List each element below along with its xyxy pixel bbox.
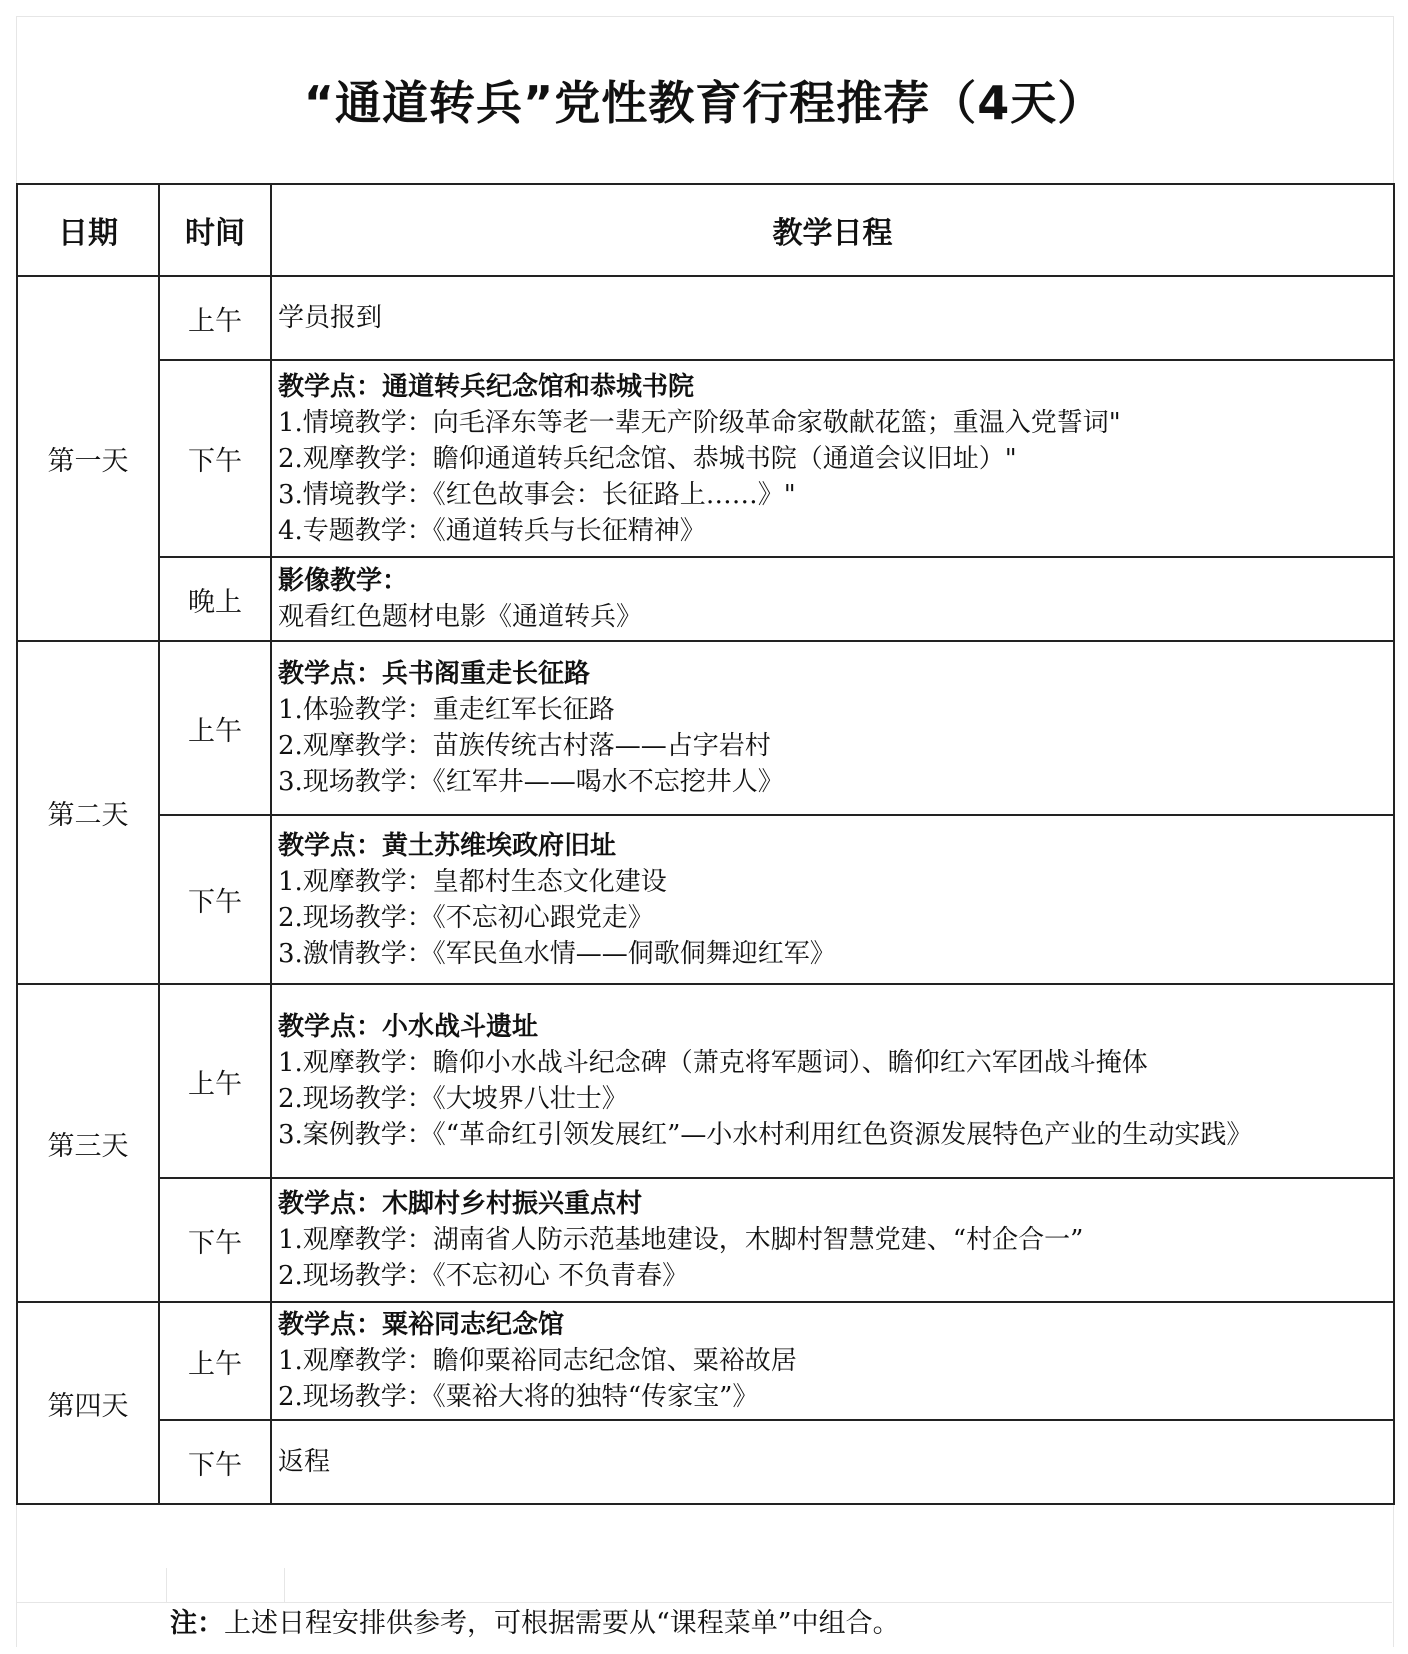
header-time: 时间 xyxy=(159,184,271,276)
time-label: 晚上 xyxy=(159,557,271,641)
time-label: 上午 xyxy=(159,984,271,1178)
program-line: 学员报到 xyxy=(278,303,383,333)
program-line: 1.情境教学：向毛泽东等老一辈无产阶级革命家敬献花篮；重温入党誓词" xyxy=(278,407,1121,438)
program-cell xyxy=(271,641,1394,815)
time-label: 下午 xyxy=(159,1420,271,1504)
grid-line xyxy=(284,1568,285,1602)
footnote xyxy=(170,1602,900,1646)
footnote-label: 注： xyxy=(170,1608,224,1639)
program-line: 1.观摩教学：瞻仰小水战斗纪念碑（萧克将军题词）、瞻仰红六军团战斗掩体 xyxy=(278,1048,1148,1078)
program-line: 观看红色题材电影《通道转兵》 xyxy=(278,602,643,632)
program-line: 3.情境教学：《红色故事会：长征路上……》" xyxy=(278,479,796,510)
table-row xyxy=(17,1420,1394,1504)
program-line: 2.现场教学：《不忘初心跟党走》 xyxy=(278,902,654,933)
program-line: 4.专题教学：《通道转兵与长征精神》 xyxy=(278,515,706,546)
program-line: 返程 xyxy=(278,1447,331,1477)
footnote-text: 上述日程安排供参考，可根据需要从“课程菜单”中组合。 xyxy=(224,1608,900,1639)
header-row xyxy=(17,184,1394,276)
program-line: 3.案例教学：《“革命红引领发展红”—小水村利用红色资源发展特色产业的生动实践》 xyxy=(278,1120,1253,1150)
table-row xyxy=(17,276,1394,360)
program-cell xyxy=(271,815,1394,984)
grid-line xyxy=(166,1568,167,1602)
program-cell xyxy=(271,984,1394,1178)
program-line: 1.观摩教学：湖南省人防示范基地建设，木脚村智慧党建、“村企合一” xyxy=(278,1225,1084,1255)
program-line: 2.现场教学：《大坡界八壮士》 xyxy=(278,1084,628,1114)
page-title: “通道转兵”党性教育行程推荐（4天） xyxy=(303,76,1105,130)
table-row xyxy=(17,557,1394,641)
program-line: 2.观摩教学：苗族传统古村落——占字岩村 xyxy=(278,731,771,761)
table-row xyxy=(17,984,1394,1178)
teaching-point: 教学点：小水战斗遗址 xyxy=(278,1012,539,1042)
table-row xyxy=(17,1178,1394,1302)
program-line: 1.观摩教学：瞻仰粟裕同志纪念馆、粟裕故居 xyxy=(278,1346,797,1376)
time-label: 下午 xyxy=(159,815,271,984)
program-cell xyxy=(271,557,1394,641)
program-line: 1.观摩教学：皇都村生态文化建设 xyxy=(278,866,667,897)
empty-spacer-row xyxy=(16,1568,1392,1603)
time-label: 上午 xyxy=(159,641,271,815)
program-line: 3.激情教学：《军民鱼水情——侗歌侗舞迎红军》 xyxy=(278,938,836,969)
program-line: 2.现场教学：《粟裕大将的独特“传家宝”》 xyxy=(278,1382,759,1412)
teaching-point: 教学点：黄土苏维埃政府旧址 xyxy=(278,830,617,861)
program-cell xyxy=(271,276,1394,360)
table-row xyxy=(17,1302,1394,1420)
time-label: 上午 xyxy=(159,276,271,360)
table-row xyxy=(17,360,1394,557)
program-line: 2.现场教学：《不忘初心 不负青春》 xyxy=(278,1261,689,1291)
time-label: 上午 xyxy=(159,1302,271,1420)
day-label: 第二天 xyxy=(17,641,159,984)
header-date: 日期 xyxy=(17,184,159,276)
program-cell xyxy=(271,1420,1394,1504)
teaching-point: 教学点：通道转兵纪念馆和恭城书院 xyxy=(278,371,695,402)
program-line: 1.体验教学：重走红军长征路 xyxy=(278,695,615,725)
teaching-point: 教学点：粟裕同志纪念馆 xyxy=(278,1310,565,1340)
day-label: 第四天 xyxy=(17,1302,159,1504)
time-label: 下午 xyxy=(159,1178,271,1302)
program-cell xyxy=(271,1302,1394,1420)
day-label: 第一天 xyxy=(17,276,159,641)
program-line: 2.观摩教学：瞻仰通道转兵纪念馆、恭城书院（通道会议旧址）" xyxy=(278,443,1017,474)
teaching-point: 影像教学： xyxy=(278,566,409,596)
teaching-point: 教学点：木脚村乡村振兴重点村 xyxy=(278,1189,643,1219)
day-label: 第三天 xyxy=(17,984,159,1302)
table-row xyxy=(17,641,1394,815)
program-line: 3.现场教学：《红军井——喝水不忘挖井人》 xyxy=(278,767,784,797)
time-label: 下午 xyxy=(159,360,271,557)
header-program: 教学日程 xyxy=(271,184,1394,276)
teaching-point: 教学点：兵书阁重走长征路 xyxy=(278,659,591,689)
table-row xyxy=(17,815,1394,984)
program-cell xyxy=(271,360,1394,557)
schedule-table xyxy=(16,183,1395,1505)
program-cell xyxy=(271,1178,1394,1302)
